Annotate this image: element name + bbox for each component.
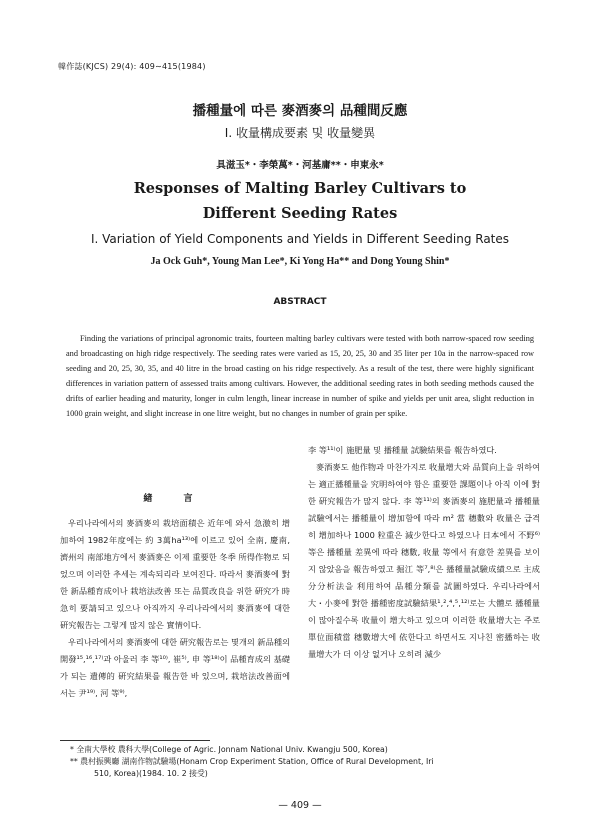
footnote-received-date: 510, Korea)(1984. 10. 2 接受) [94,769,208,778]
footnotes [70,744,540,780]
subtitle-english: Ⅰ. Variation of Yield Components and Yields in Different Seeding Rates [90,232,510,246]
footnote-affiliation-1: * 全南大學校 農科大學(College of Agric. Jonnam National Univ. Kwangju 500, Korea) [70,745,388,754]
journal-citation: 韓作誌(KJCS) 29(4): 409∼415(1984) [58,62,206,71]
right-paragraph-1: 李 等¹¹⁾이 施肥量 및 播種量 試驗結果를 報告하였다. [308,445,497,455]
abstract-heading: ABSTRACT [273,297,327,307]
title-english-line1: Responses of Malting Barley Cultivars to [133,180,467,197]
footnote-affiliation-2: ** 農村振興廳 湖南作物試驗場(Honam Crop Experiment Station, Office of Rural Development, Iri [70,757,434,766]
subtitle-korean: Ⅰ. 收量構成要素 및 收量變異 [224,126,376,140]
left-column [60,515,290,702]
authors-english: Ja Ock Guh*, Young Man Lee*, Ki Yong Ha** and Dong Young Shin* [150,256,450,267]
left-paragraph-1: 우리나라에서의 麥酒麥의 栽培面積은 近年에 와서 急激히 增加하여 1982年度에는 約 3萬ha¹³⁾에 이르고 있어 全南, 慶南, 濟州의 南部地方에서 麥酒麥은 이제 重要한 冬季 所得作物로 되었으며 이러한 추세는 계속되리라 보여진다. 따라서 麥酒麥에 對한 新品種育成이나 栽培法改善 또는 品質改良을 위한 硏究가 時急히 要請되고 있으나 아직까지 우리나라에서의 麥酒麥에 대한 硏究報告는 그렇게 많지 않은 實情이다. [60,518,290,630]
authors-korean: 具滋玉*・李榮萬*・河基庸**・申東永* [216,160,384,171]
right-paragraph-2: 麥酒麥도 他作物과 마찬가지로 收量增大와 品質向上을 위하여는 適正播種量을 究明하여야 함은 重要한 課題이나 아직 이에 對한 硏究報告가 많지 않다. 李 等¹¹⁾의 麥酒麥의 施肥量과 播種量試驗에서는 播種量이 增加함에 따라 m² 當 穗數와 收量은 급격히 增加하나 1000 粒重은 減少한다고 하였으나 日本에서 不野⁶⁾ 等은 播種量 差異에 따라 穗數, 收量 等에서 有意한 差異를 보이지 않았음을 報告하였고 掘江 等⁷,⁸⁾은 播種量試驗成績으로 主成分分析法을 利用하여 品種分類를 試圖하였다. 우리나라에서 大・小麥에 對한 播種密度試驗結果¹,²,⁴,⁵,¹²⁾로는 大體로 播種量이 많아질수록 收量이 增大하고 있으며 이러한 收量增大는 주로 單位面積當 穗數增大에 依한다고 하면서도 지나친 密播하는 收量增大가 더 이상 없거나 오히려 減少 [308,462,540,659]
right-column [308,442,540,663]
title-korean: 播種量에 따른 麥酒麥의 品種間反應 [192,103,408,119]
footnote-divider [60,740,210,741]
page-number: — 409 — [278,800,322,811]
abstract-body: Finding the variations of principal agronomic traits, fourteen malting barley cultivars were tested with both narrow-spaced row seeding and broadcasting on high ridge respectively. The seeding rates were varied as 15, 20, 25, 30 and 35 liter per 10a in the narrow-spaced row seeding and 20, 25, 30, 35, and 40 litre in the broad casting on his ridge respectively. As a result of the test, there were highly significant differences in variation pattern of assessed traits among cultivars. However, the additional seeding rates in both seeding methods caused the drifts of earlier heading and maturity, longer in culm length, linear increase in number of spike and yields per unit area, slight reduction in 1000 grain weight, and slight increase in one litre weight, but no changes in number of grain per spike. [66,334,534,419]
left-paragraph-2: 우리나라에서의 麥酒麥에 대한 硏究報告로는 몇개의 新品種의 開發¹⁵,¹⁶,¹⁷⁾과 아울러 李 等¹⁰⁾, 崔⁵⁾, 申 等¹⁸⁾이 品種育成의 基礎가 되는 遺傳的 硏究結果를 報告한 바 있으며, 栽培法改善面에서는 尹¹⁹⁾, 河 等⁹⁾, [60,637,290,698]
introduction-heading: 緖 言 [143,494,207,504]
title-english-line2: Different Seeding Rates [202,205,398,222]
